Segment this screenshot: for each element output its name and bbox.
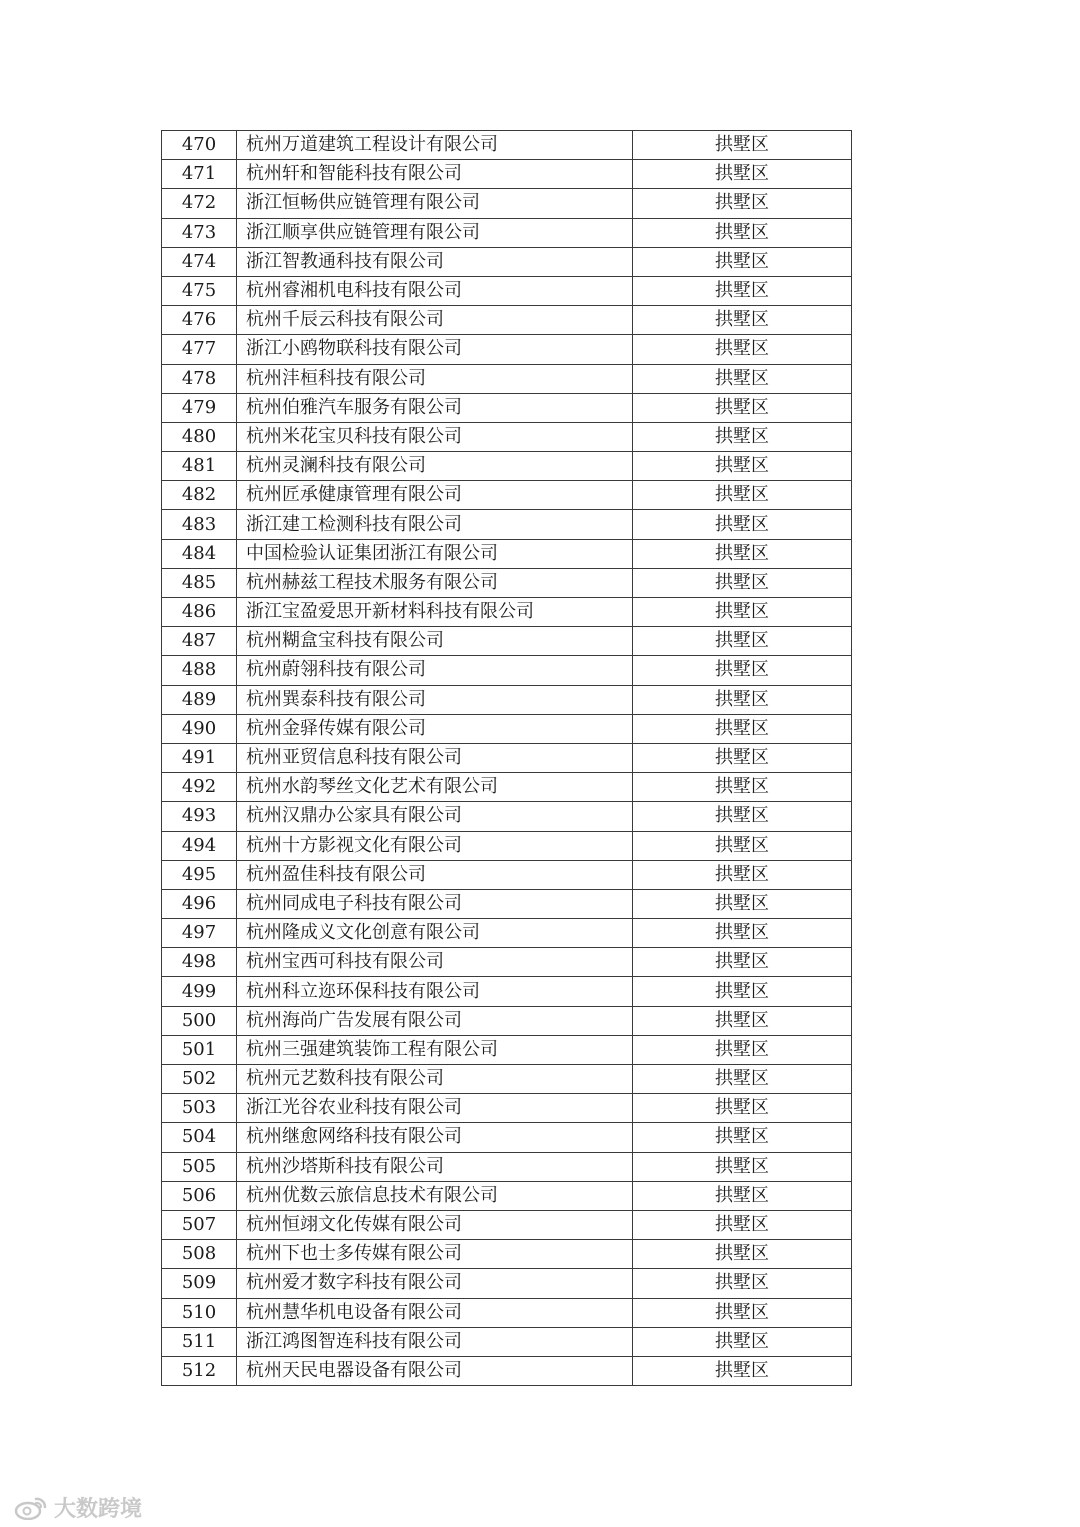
district-name: 拱墅区 <box>633 1327 852 1356</box>
table-row <box>162 306 852 335</box>
company-name: 杭州下也士多传媒有限公司 <box>237 1240 633 1269</box>
row-number: 488 <box>162 656 237 685</box>
company-name: 杭州灵澜科技有限公司 <box>237 452 633 481</box>
row-number: 510 <box>162 1298 237 1327</box>
company-name: 浙江宝盈爱思开新材料科技有限公司 <box>237 598 633 627</box>
company-name: 杭州沣桓科技有限公司 <box>237 364 633 393</box>
table-row <box>162 1094 852 1123</box>
table-row <box>162 743 852 772</box>
table-row <box>162 452 852 481</box>
table-row <box>162 189 852 218</box>
company-name: 杭州十方影视文化有限公司 <box>237 831 633 860</box>
weibo-logo-icon <box>14 1496 48 1520</box>
district-name: 拱墅区 <box>633 452 852 481</box>
table-row <box>162 1356 852 1385</box>
table-row <box>162 510 852 539</box>
row-number: 472 <box>162 189 237 218</box>
company-name: 杭州爱才数字科技有限公司 <box>237 1269 633 1298</box>
row-number: 483 <box>162 510 237 539</box>
row-number: 499 <box>162 977 237 1006</box>
table-row <box>162 948 852 977</box>
company-name: 杭州巽泰科技有限公司 <box>237 685 633 714</box>
company-name: 杭州赫兹工程技术服务有限公司 <box>237 568 633 597</box>
district-name: 拱墅区 <box>633 1210 852 1239</box>
table-row <box>162 568 852 597</box>
table-row <box>162 627 852 656</box>
row-number: 470 <box>162 131 237 160</box>
company-name: 杭州金驿传媒有限公司 <box>237 714 633 743</box>
district-name: 拱墅区 <box>633 860 852 889</box>
district-name: 拱墅区 <box>633 481 852 510</box>
company-name: 浙江智教通科技有限公司 <box>237 247 633 276</box>
table-row <box>162 773 852 802</box>
district-name: 拱墅区 <box>633 1065 852 1094</box>
company-name: 杭州沙塔斯科技有限公司 <box>237 1152 633 1181</box>
company-name: 杭州伯雅汽车服务有限公司 <box>237 393 633 422</box>
company-name: 中国检验认证集团浙江有限公司 <box>237 539 633 568</box>
table-row <box>162 335 852 364</box>
row-number: 475 <box>162 276 237 305</box>
company-name: 杭州糊盒宝科技有限公司 <box>237 627 633 656</box>
company-name: 浙江顺享供应链管理有限公司 <box>237 218 633 247</box>
company-name: 杭州蔚翎科技有限公司 <box>237 656 633 685</box>
table-row <box>162 1181 852 1210</box>
district-name: 拱墅区 <box>633 1006 852 1035</box>
company-name: 杭州轩和智能科技有限公司 <box>237 160 633 189</box>
table-row <box>162 160 852 189</box>
table-row <box>162 1006 852 1035</box>
row-number: 504 <box>162 1123 237 1152</box>
row-number: 509 <box>162 1269 237 1298</box>
table-row <box>162 714 852 743</box>
row-number: 495 <box>162 860 237 889</box>
table-row <box>162 1210 852 1239</box>
row-number: 482 <box>162 481 237 510</box>
watermark <box>14 1492 142 1523</box>
district-name: 拱墅区 <box>633 919 852 948</box>
row-number: 512 <box>162 1356 237 1385</box>
company-name: 杭州同成电子科技有限公司 <box>237 889 633 918</box>
district-name: 拱墅区 <box>633 189 852 218</box>
company-name: 浙江光谷农业科技有限公司 <box>237 1094 633 1123</box>
row-number: 479 <box>162 393 237 422</box>
company-name: 浙江鸿图智连科技有限公司 <box>237 1327 633 1356</box>
district-name: 拱墅区 <box>633 714 852 743</box>
table-row <box>162 919 852 948</box>
company-name: 杭州科立迩环保科技有限公司 <box>237 977 633 1006</box>
table-row <box>162 1065 852 1094</box>
row-number: 503 <box>162 1094 237 1123</box>
company-name: 杭州睿湘机电科技有限公司 <box>237 276 633 305</box>
district-name: 拱墅区 <box>633 1152 852 1181</box>
row-number: 505 <box>162 1152 237 1181</box>
row-number: 493 <box>162 802 237 831</box>
district-name: 拱墅区 <box>633 218 852 247</box>
row-number: 474 <box>162 247 237 276</box>
company-name: 杭州三强建筑装饰工程有限公司 <box>237 1035 633 1064</box>
company-name: 杭州米花宝贝科技有限公司 <box>237 422 633 451</box>
table-row <box>162 802 852 831</box>
watermark-text: 大数跨境 <box>54 1497 143 1522</box>
row-number: 502 <box>162 1065 237 1094</box>
company-name: 杭州千辰云科技有限公司 <box>237 306 633 335</box>
row-number: 473 <box>162 218 237 247</box>
district-name: 拱墅区 <box>633 1240 852 1269</box>
district-name: 拱墅区 <box>633 1094 852 1123</box>
district-name: 拱墅区 <box>633 539 852 568</box>
district-name: 拱墅区 <box>633 393 852 422</box>
table-row <box>162 276 852 305</box>
district-name: 拱墅区 <box>633 598 852 627</box>
row-number: 494 <box>162 831 237 860</box>
table-row <box>162 481 852 510</box>
row-number: 481 <box>162 452 237 481</box>
company-name: 杭州匠承健康管理有限公司 <box>237 481 633 510</box>
row-number: 484 <box>162 539 237 568</box>
row-number: 486 <box>162 598 237 627</box>
row-number: 497 <box>162 919 237 948</box>
company-name: 杭州盈佳科技有限公司 <box>237 860 633 889</box>
district-name: 拱墅区 <box>633 1035 852 1064</box>
district-name: 拱墅区 <box>633 743 852 772</box>
row-number: 507 <box>162 1210 237 1239</box>
company-name: 杭州恒翊文化传媒有限公司 <box>237 1210 633 1239</box>
row-number: 506 <box>162 1181 237 1210</box>
table-row <box>162 860 852 889</box>
company-name: 杭州天民电器设备有限公司 <box>237 1356 633 1385</box>
row-number: 476 <box>162 306 237 335</box>
company-name: 杭州宝西可科技有限公司 <box>237 948 633 977</box>
row-number: 508 <box>162 1240 237 1269</box>
district-name: 拱墅区 <box>633 656 852 685</box>
district-name: 拱墅区 <box>633 276 852 305</box>
row-number: 498 <box>162 948 237 977</box>
district-name: 拱墅区 <box>633 160 852 189</box>
district-name: 拱墅区 <box>633 568 852 597</box>
table-row <box>162 1327 852 1356</box>
table-row <box>162 977 852 1006</box>
company-name: 杭州元艺数科技有限公司 <box>237 1065 633 1094</box>
district-name: 拱墅区 <box>633 948 852 977</box>
district-name: 拱墅区 <box>633 510 852 539</box>
district-name: 拱墅区 <box>633 1356 852 1385</box>
table-row <box>162 422 852 451</box>
row-number: 478 <box>162 364 237 393</box>
district-name: 拱墅区 <box>633 1123 852 1152</box>
table-row <box>162 1152 852 1181</box>
row-number: 477 <box>162 335 237 364</box>
table-row <box>162 1240 852 1269</box>
company-name: 浙江建工检测科技有限公司 <box>237 510 633 539</box>
district-name: 拱墅区 <box>633 247 852 276</box>
row-number: 489 <box>162 685 237 714</box>
district-name: 拱墅区 <box>633 685 852 714</box>
district-name: 拱墅区 <box>633 335 852 364</box>
company-name: 杭州海尚广告发展有限公司 <box>237 1006 633 1035</box>
district-name: 拱墅区 <box>633 131 852 160</box>
table-row <box>162 539 852 568</box>
row-number: 511 <box>162 1327 237 1356</box>
row-number: 487 <box>162 627 237 656</box>
table-row <box>162 393 852 422</box>
row-number: 485 <box>162 568 237 597</box>
row-number: 471 <box>162 160 237 189</box>
district-name: 拱墅区 <box>633 1181 852 1210</box>
table-row <box>162 218 852 247</box>
table-row <box>162 889 852 918</box>
company-name: 杭州慧华机电设备有限公司 <box>237 1298 633 1327</box>
table-row <box>162 1035 852 1064</box>
row-number: 491 <box>162 743 237 772</box>
company-name: 浙江小鸥物联科技有限公司 <box>237 335 633 364</box>
company-name: 杭州优数云旅信息技术有限公司 <box>237 1181 633 1210</box>
company-name: 杭州万道建筑工程设计有限公司 <box>237 131 633 160</box>
company-name: 杭州隆成义文化创意有限公司 <box>237 919 633 948</box>
district-name: 拱墅区 <box>633 831 852 860</box>
table-row <box>162 598 852 627</box>
company-name: 杭州亚贸信息科技有限公司 <box>237 743 633 772</box>
district-name: 拱墅区 <box>633 364 852 393</box>
company-name: 杭州水韵琴丝文化艺术有限公司 <box>237 773 633 802</box>
table-row <box>162 1123 852 1152</box>
table-row <box>162 656 852 685</box>
row-number: 501 <box>162 1035 237 1064</box>
table-body <box>162 131 852 1386</box>
company-name: 杭州继愈网络科技有限公司 <box>237 1123 633 1152</box>
district-name: 拱墅区 <box>633 627 852 656</box>
table-row <box>162 1269 852 1298</box>
table-row <box>162 1298 852 1327</box>
table-row <box>162 247 852 276</box>
district-name: 拱墅区 <box>633 1298 852 1327</box>
company-name: 浙江恒畅供应链管理有限公司 <box>237 189 633 218</box>
row-number: 490 <box>162 714 237 743</box>
row-number: 500 <box>162 1006 237 1035</box>
district-name: 拱墅区 <box>633 977 852 1006</box>
row-number: 492 <box>162 773 237 802</box>
district-name: 拱墅区 <box>633 306 852 335</box>
district-name: 拱墅区 <box>633 802 852 831</box>
table-row <box>162 685 852 714</box>
row-number: 480 <box>162 422 237 451</box>
company-list-table <box>161 130 852 1386</box>
row-number: 496 <box>162 889 237 918</box>
district-name: 拱墅区 <box>633 422 852 451</box>
company-name: 杭州汉鼎办公家具有限公司 <box>237 802 633 831</box>
table-row <box>162 364 852 393</box>
district-name: 拱墅区 <box>633 773 852 802</box>
table-row <box>162 131 852 160</box>
district-name: 拱墅区 <box>633 889 852 918</box>
district-name: 拱墅区 <box>633 1269 852 1298</box>
table-row <box>162 831 852 860</box>
